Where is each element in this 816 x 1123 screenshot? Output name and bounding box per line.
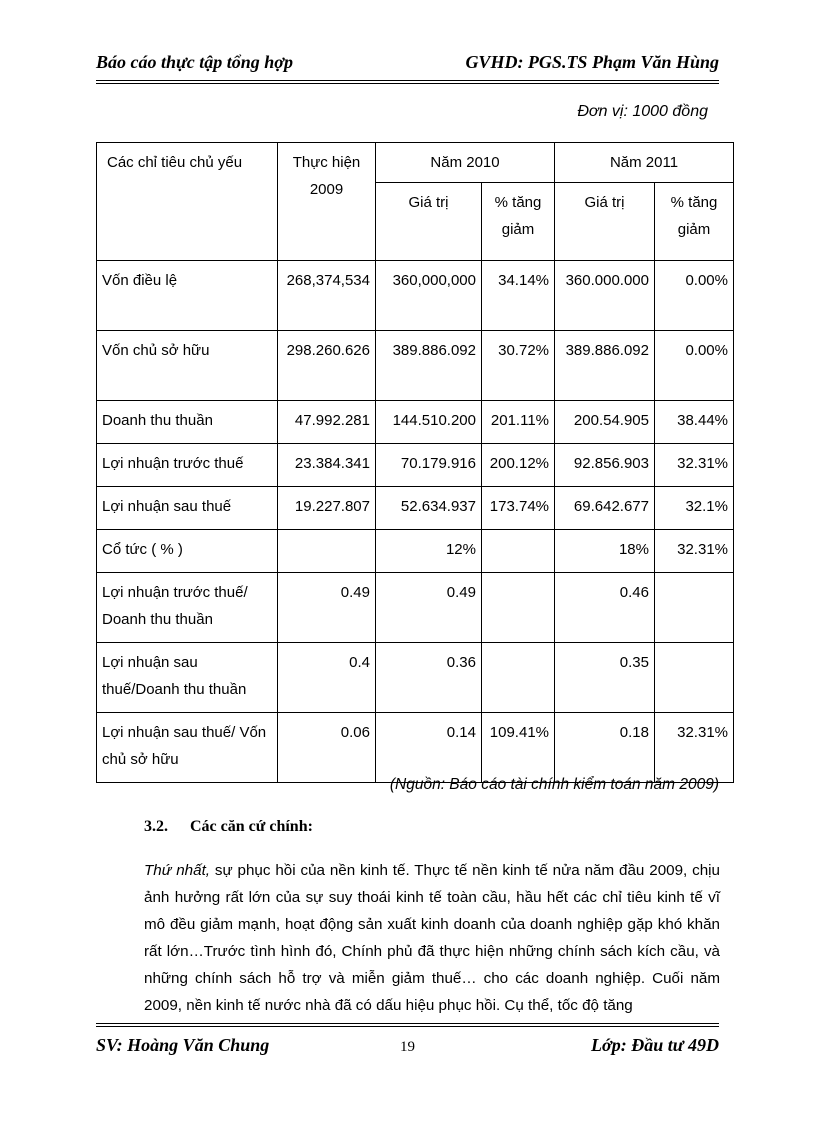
cell-2010-pct: 200.12%	[482, 444, 555, 487]
financial-indicators-table	[96, 142, 734, 783]
source-note: (Nguồn: Báo cáo tài chính kiểm toán năm 2009)	[389, 776, 719, 793]
cell-2010-value: 70.179.916	[376, 444, 482, 487]
cell-2010-value: 0.36	[376, 643, 482, 713]
header-year-2011: Năm 2011	[555, 143, 734, 183]
cell-2011-pct	[655, 643, 734, 713]
cell-2011-value: 92.856.903	[555, 444, 655, 487]
cell-2010-pct: 34.14%	[482, 261, 555, 331]
page-footer	[96, 1023, 719, 1063]
cell-2011-value: 0.35	[555, 643, 655, 713]
paragraph-text: sự phục hồi của nền kinh tế. Thực tế nền kinh tế nửa năm đầu 2009, chịu ảnh hưởng rất lớn của sự suy thoái kinh tế toàn cầu, hầu hết các chỉ tiêu kinh tế vĩ mô đều giảm mạnh, hoạt động sản xuất kinh doanh của doanh nghiệp gặp khó khăn rất lớn…Trước tình hình đó, Chính phủ đã thực hiện những chính sách kích cầu, và những chính sách hỗ trợ và miễn giảm thuế… cho các doanh nghiệp. Cuối năm 2009, nền kinh tế nước nhà đã có dấu hiệu phục hồi. Cụ thể, tốc độ tăng	[144, 862, 720, 1014]
header-report-title: Báo cáo thực tập tổng hợp	[96, 52, 293, 72]
cell-2009-value: 47.992.281	[278, 401, 376, 444]
table-row	[97, 487, 734, 530]
section-heading	[144, 818, 313, 836]
footer-rule	[96, 1023, 719, 1024]
cell-2010-value: 0.49	[376, 573, 482, 643]
body-paragraph	[144, 857, 720, 1019]
cell-2011-pct: 32.31%	[655, 530, 734, 573]
footer-rule-double	[96, 1026, 719, 1027]
cell-2009-value	[278, 530, 376, 573]
cell-2010-pct	[482, 643, 555, 713]
header-value-2011: Giá trị	[555, 183, 655, 261]
table-row	[97, 331, 734, 401]
table-row	[97, 444, 734, 487]
cell-2009-value: 0.06	[278, 713, 376, 783]
cell-2011-value: 69.642.677	[555, 487, 655, 530]
footer-student: SV: Hoàng Văn Chung	[96, 1035, 270, 1055]
page-number: 19	[400, 1039, 415, 1055]
header-advisor: GVHD: PGS.TS Phạm Văn Hùng	[465, 52, 719, 72]
paragraph-lead: Thứ nhất,	[144, 862, 211, 879]
row-label: Cổ tức ( % )	[97, 530, 278, 573]
header-rule	[96, 80, 719, 81]
row-label: Lợi nhuận sau thuế	[97, 487, 278, 530]
row-label: Vốn điều lệ	[97, 261, 278, 331]
cell-2010-value: 52.634.937	[376, 487, 482, 530]
cell-2011-value: 0.18	[555, 713, 655, 783]
header-indicator: Các chỉ tiêu chủ yếu	[97, 143, 278, 261]
cell-2011-pct: 32.31%	[655, 713, 734, 783]
footer-class: Lớp: Đầu tư 49D	[591, 1035, 719, 1055]
cell-2009-value: 0.4	[278, 643, 376, 713]
row-label: Doanh thu thuần	[97, 401, 278, 444]
row-label: Lợi nhuận sau thuế/ Vốn chủ sở hữu	[97, 713, 278, 783]
cell-2011-pct: 38.44%	[655, 401, 734, 444]
row-label: Lợi nhuận sau thuế/Doanh thu thuần	[97, 643, 278, 713]
section-number: 3.2.	[144, 818, 168, 835]
table-header-row	[97, 143, 734, 183]
cell-2010-pct: 30.72%	[482, 331, 555, 401]
table-row	[97, 713, 734, 783]
cell-2009-value: 298.260.626	[278, 331, 376, 401]
table-row	[97, 261, 734, 331]
cell-2009-value: 0.49	[278, 573, 376, 643]
row-label: Lợi nhuận trước thuế/ Doanh thu thuần	[97, 573, 278, 643]
cell-2010-value: 144.510.200	[376, 401, 482, 444]
cell-2011-value: 18%	[555, 530, 655, 573]
cell-2010-value: 389.886.092	[376, 331, 482, 401]
cell-2011-pct	[655, 573, 734, 643]
cell-2011-pct: 32.1%	[655, 487, 734, 530]
cell-2010-pct: 201.11%	[482, 401, 555, 444]
cell-2010-value: 0.14	[376, 713, 482, 783]
cell-2011-value: 200.54.905	[555, 401, 655, 444]
section-title: Các căn cứ chính:	[190, 818, 313, 835]
header-year-2010: Năm 2010	[376, 143, 555, 183]
cell-2011-pct: 32.31%	[655, 444, 734, 487]
cell-2010-pct	[482, 530, 555, 573]
table-row	[97, 643, 734, 713]
header-rule-double	[96, 83, 719, 84]
table-row	[97, 530, 734, 573]
cell-2011-value: 0.46	[555, 573, 655, 643]
unit-note: Đơn vị: 1000 đồng	[577, 103, 708, 120]
header-pct-2010: % tăng giảm	[482, 183, 555, 261]
page-header	[96, 52, 719, 82]
table-row	[97, 401, 734, 444]
cell-2009-value: 23.384.341	[278, 444, 376, 487]
cell-2011-pct: 0.00%	[655, 261, 734, 331]
cell-2011-value: 389.886.092	[555, 331, 655, 401]
header-pct-2011: % tăng giảm	[655, 183, 734, 261]
cell-2010-pct	[482, 573, 555, 643]
header-value-2010: Giá trị	[376, 183, 482, 261]
row-label: Lợi nhuận trước thuế	[97, 444, 278, 487]
table-row	[97, 573, 734, 643]
cell-2009-value: 19.227.807	[278, 487, 376, 530]
cell-2009-value: 268,374,534	[278, 261, 376, 331]
header-actual-2009: Thực hiện 2009	[278, 143, 376, 261]
cell-2011-pct: 0.00%	[655, 331, 734, 401]
cell-2010-pct: 173.74%	[482, 487, 555, 530]
cell-2010-pct: 109.41%	[482, 713, 555, 783]
cell-2010-value: 360,000,000	[376, 261, 482, 331]
cell-2010-value: 12%	[376, 530, 482, 573]
cell-2011-value: 360.000.000	[555, 261, 655, 331]
row-label: Vốn chủ sở hữu	[97, 331, 278, 401]
